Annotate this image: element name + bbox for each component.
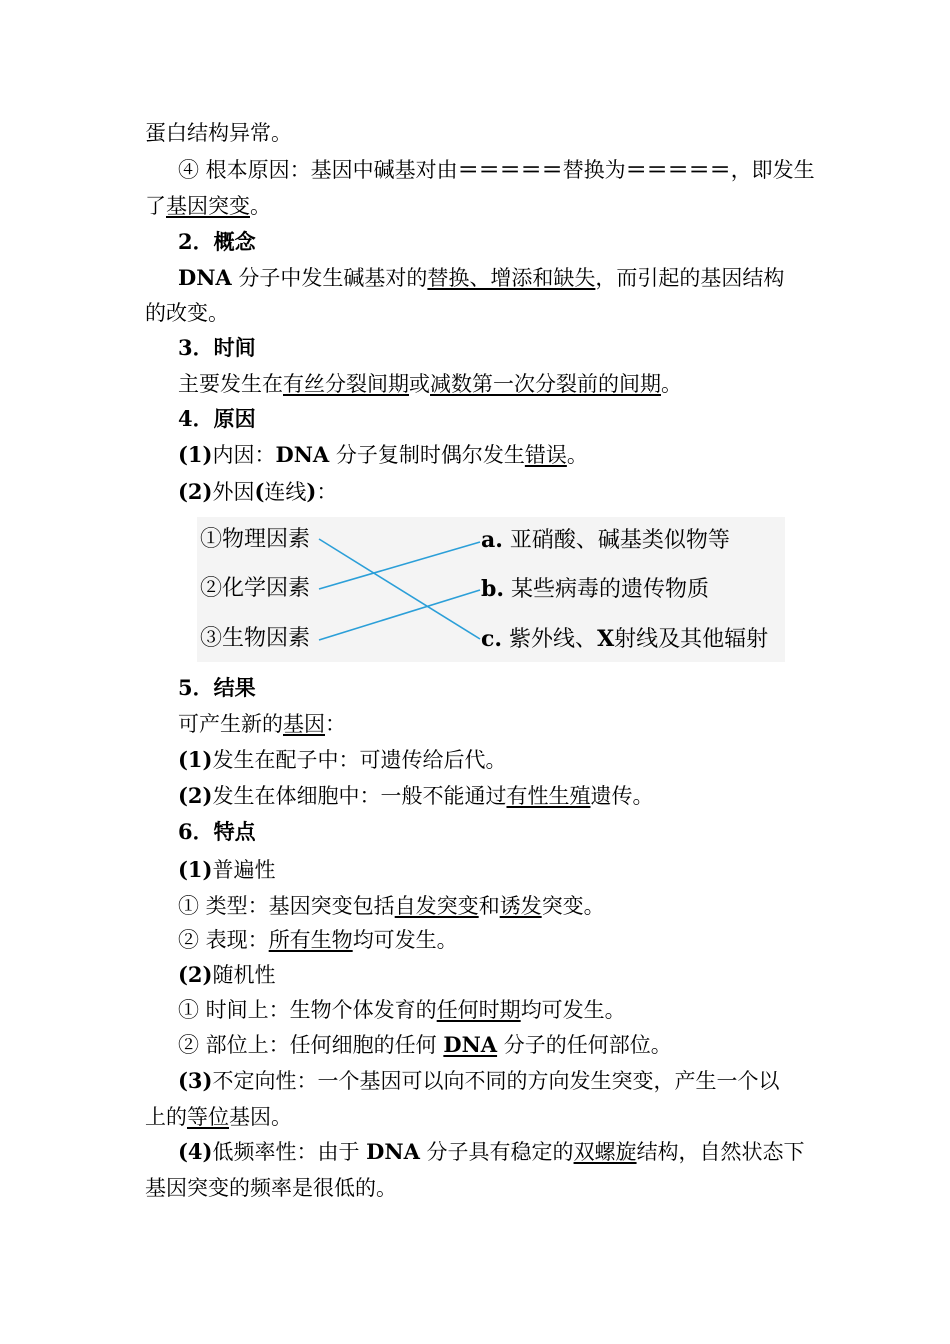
paragraph-line: ④ 根本原因：基因中碱基对由＝＝＝＝＝替换为＝＝＝＝＝，即发生 — [178, 157, 815, 182]
connection-line-3-b — [319, 590, 480, 640]
paragraph-line: 基因突变的频率是很低的。 — [145, 1176, 397, 1200]
paragraph-line: (2)发生在体细胞中：一般不能通过有性生殖遗传。 — [178, 783, 654, 808]
paragraph-line: ① 类型：基因突变包括自发突变和诱发突变。 — [178, 894, 605, 918]
section-heading: 6．特点 — [178, 819, 256, 844]
paragraph-line: 蛋白结构异常。 — [145, 121, 292, 145]
paragraph-line: (2)随机性 — [178, 962, 276, 987]
connection-line-2-a — [319, 542, 480, 589]
paragraph-line: (4)低频率性：由于 DNA 分子具有稳定的双螺旋结构，自然状态下 — [178, 1139, 805, 1164]
left-item-biological: ③生物因素 — [200, 626, 311, 651]
paragraph-line: (3)不定向性：一个基因可以向不同的方向发生突变，产生一个以 — [178, 1068, 780, 1093]
section-heading: 3．时间 — [178, 335, 256, 360]
paragraph-line: 可产生新的基因： — [178, 712, 346, 736]
paragraph-line: 了基因突变。 — [145, 194, 271, 218]
paragraph-line: (1)发生在配子中：可遗传给后代。 — [178, 747, 507, 772]
section-heading: 5．结果 — [178, 675, 256, 700]
paragraph-line: (2)外因(连线)： — [178, 479, 338, 504]
right-item-b: b. 某些病毒的遗传物质 — [481, 576, 710, 602]
paragraph-line: ② 表现：所有生物均可发生。 — [178, 928, 458, 952]
left-item-chemical: ②化学因素 — [200, 576, 311, 601]
matching-diagram — [197, 517, 785, 662]
paragraph-line: DNA 分子中发生碱基对的替换、增添和缺失，而引起的基因结构 — [178, 265, 785, 290]
paragraph-line: ② 部位上：任何细胞的任何 DNA 分子的任何部位。 — [178, 1032, 672, 1057]
paragraph-line: ① 时间上：生物个体发育的任何时期均可发生。 — [178, 998, 626, 1022]
section-heading: 4．原因 — [178, 406, 256, 431]
section-heading: 2．概念 — [178, 229, 256, 254]
right-item-a: a. 亚硝酸、碱基类似物等 — [481, 527, 730, 553]
paragraph-line: 的改变。 — [145, 301, 229, 325]
left-item-physical: ①物理因素 — [200, 527, 311, 552]
paragraph-line: (1)内因：DNA 分子复制时偶尔发生错误。 — [178, 442, 588, 467]
paragraph-line: 主要发生在有丝分裂间期或减数第一次分裂前的间期。 — [178, 372, 682, 396]
paragraph-line: (1)普遍性 — [178, 857, 276, 882]
right-item-c: c. 紫外线、X射线及其他辐射 — [481, 626, 769, 652]
paragraph-line: 上的等位基因。 — [145, 1105, 292, 1129]
connection-line-1-c — [319, 539, 480, 639]
